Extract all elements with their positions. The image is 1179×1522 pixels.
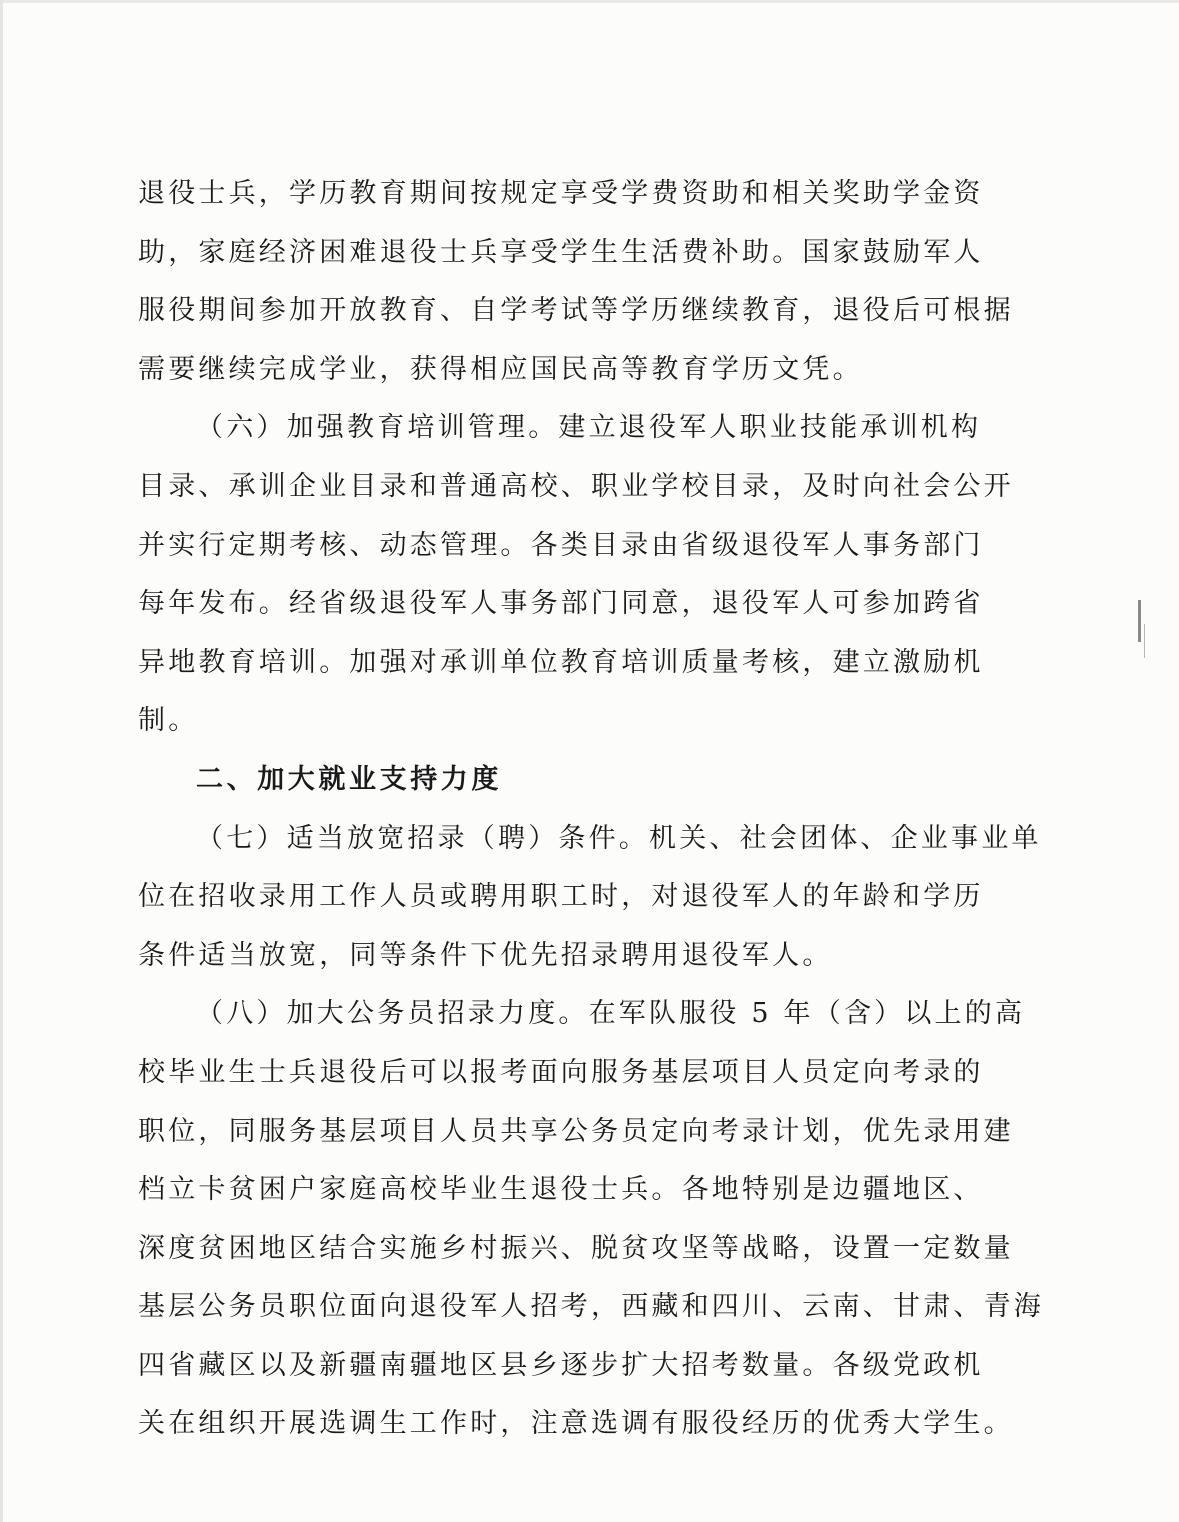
text-line: 深度贫困地区结合实施乡村振兴、脱贫攻坚等战略，设置一定数量 [138, 1232, 1014, 1264]
text-line: 四省藏区以及新疆南疆地区县乡逐步扩大招考数量。各级党政机 [138, 1349, 984, 1381]
text-line: 异地教育培训。加强对承训单位教育培训质量考核，建立激励机 [138, 646, 984, 678]
text-line: 服役期间参加开放教育、自学考试等学历继续教育，退役后可根据 [138, 295, 1014, 327]
text-line: 制。 [138, 705, 199, 737]
text-line: （六）加强教育培训管理。建立退役军人职业技能承训机构 [196, 412, 982, 444]
text-line: 校毕业生士兵退役后可以报考面向服务基层项目人员定向考录的 [138, 1056, 984, 1088]
text-line: 关在组织开展选调生工作时，注意选调有服役经历的优秀大学生。 [138, 1408, 1014, 1440]
section-heading: 二、加大就业支持力度 [196, 763, 502, 795]
text-line: 职位，同服务基层项目人员共享公务员定向考录计划，优先录用建 [138, 1115, 1014, 1147]
text-line: （七）适当放宽招录（聘）条件。机关、社会团体、企业事业单 [196, 822, 1042, 854]
text-line: 助，家庭经济困难退役士兵享受学生生活费补助。国家鼓励军人 [138, 236, 984, 268]
text-line: 条件适当放宽，同等条件下优先招录聘用退役军人。 [138, 939, 833, 971]
text-line: 档立卡贫困户家庭高校毕业生退役士兵。各地特别是边疆地区、 [138, 1174, 984, 1206]
text-line: 目录、承训企业目录和普通高校、职业学校目录，及时向社会公开 [138, 470, 1014, 502]
text-line: 退役士兵，学历教育期间按规定享受学费资助和相关奖助学金资 [138, 178, 984, 209]
scan-edge-mark [1138, 600, 1141, 642]
text-line: 需要继续完成学业，获得相应国民高等教育学历文凭。 [138, 353, 863, 385]
text-line: 并实行定期考核、动态管理。各类目录由省级退役军人事务部门 [138, 529, 984, 561]
text-line: 基层公务员职位面向退役军人招考，西藏和四川、云南、甘肃、青海 [138, 1291, 1044, 1323]
text-line: 位在招收录用工作人员或聘用职工时，对退役军人的年龄和学历 [138, 881, 984, 913]
document-body [138, 165, 1044, 1454]
text-line: （八）加大公务员招录力度。在军队服役 5 年（含）以上的高 [196, 998, 1026, 1030]
text-line: 每年发布。经省级退役军人事务部门同意，退役军人可参加跨省 [138, 588, 984, 620]
scan-edge-mark [1144, 624, 1145, 658]
